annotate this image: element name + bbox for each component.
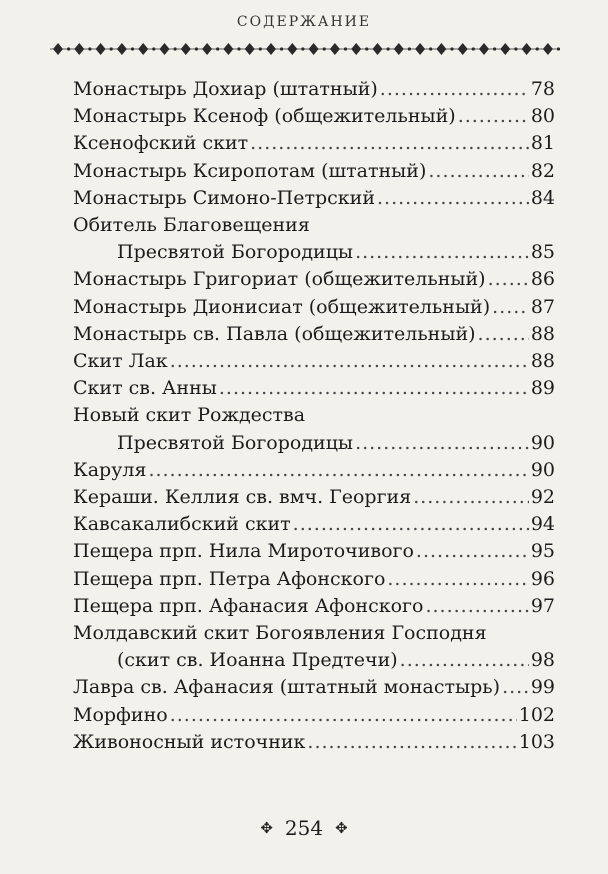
toc-entry-page: 98 — [530, 649, 555, 672]
toc-entry-page: 85 — [530, 241, 555, 264]
dot-leader — [219, 375, 529, 402]
toc-entry — [73, 511, 555, 538]
toc-entry — [73, 484, 555, 511]
toc-entry-page: 89 — [530, 377, 555, 400]
ornament-motif — [330, 43, 347, 55]
toc-entry — [73, 321, 555, 348]
toc-entry-title: Ксенофский скит — [73, 132, 249, 155]
toc-entry-page: 82 — [530, 159, 555, 182]
dot-leader — [458, 103, 529, 130]
ornament-motif — [181, 43, 198, 55]
toc-entry-page: 97 — [530, 594, 555, 617]
ornament-motif — [522, 43, 539, 55]
toc-entry-page: 95 — [530, 540, 555, 563]
toc-entry-page: 90 — [530, 458, 555, 481]
toc-entry — [73, 702, 555, 729]
page-number: 254 — [284, 816, 324, 840]
ornament-motif — [500, 43, 517, 55]
toc-entry-page: 80 — [530, 105, 555, 128]
toc-entry-title: Живоносный источник — [73, 730, 306, 753]
dot-leader — [170, 702, 517, 729]
toc-entry — [73, 674, 555, 701]
toc-entry — [73, 348, 555, 375]
dot-leader — [425, 593, 528, 620]
dot-leader — [250, 130, 529, 157]
toc-entry-title: Монастырь Ксиропотам (штатный) — [73, 159, 427, 182]
toc-entry-title: Монастырь Дохиар (штатный) — [73, 78, 378, 100]
toc-entry-title: Пресвятой Богородицы — [117, 241, 354, 264]
decorative-border — [50, 40, 560, 58]
toc-entry-title: Морфино — [73, 703, 168, 726]
table-of-contents — [73, 76, 555, 756]
toc-entry — [73, 266, 555, 293]
toc-entry — [73, 212, 555, 266]
dot-leader — [488, 266, 529, 293]
toc-entry-page: 88 — [530, 350, 555, 373]
dot-leader — [355, 239, 529, 266]
toc-entry-page: 81 — [530, 132, 555, 155]
toc-entry-page: 86 — [530, 268, 555, 291]
page-footer — [0, 816, 608, 840]
toc-entry — [73, 294, 555, 321]
toc-entry-title: Кераши. Келлия св. вмч. Георгия — [73, 486, 412, 509]
toc-entry — [73, 130, 555, 157]
toc-entry — [73, 375, 555, 402]
ornament-motif — [415, 43, 432, 55]
toc-entry — [73, 620, 555, 674]
ornament-motif — [117, 43, 134, 55]
toc-entry — [73, 103, 555, 130]
dot-leader — [377, 185, 529, 212]
dot-leader — [380, 76, 529, 103]
dot-leader — [413, 484, 529, 511]
toc-entry-title-line: Молдавский скит Богоявления Господня — [73, 622, 487, 645]
dot-leader — [307, 729, 516, 756]
toc-entry — [73, 158, 555, 185]
fleuron-right-icon: ✥ — [335, 819, 348, 837]
ornament-motif — [458, 43, 475, 55]
ornament-motif — [287, 43, 304, 55]
ornament-motif — [266, 43, 283, 55]
dot-leader — [400, 647, 529, 674]
dot-leader — [416, 538, 529, 565]
ornament-motif — [96, 43, 113, 55]
toc-entry-page: 96 — [530, 567, 555, 590]
toc-entry-title: Монастырь Ксеноф (общежительный) — [73, 105, 456, 128]
ornament-motif — [245, 43, 262, 55]
toc-entry-page: 88 — [530, 322, 555, 345]
toc-entry-page: 90 — [530, 431, 555, 454]
toc-entry-title-line: Новый скит Рождества — [73, 404, 306, 427]
toc-entry-title: Монастырь св. Павла (общежительный) — [73, 322, 476, 345]
ornament-motif — [394, 43, 411, 55]
dot-leader — [387, 566, 528, 593]
toc-entry — [73, 402, 555, 456]
toc-entry-title-line: Обитель Благовещения — [73, 214, 310, 237]
fleuron-left-icon: ✥ — [260, 819, 273, 837]
running-header: СОДЕРЖАНИЕ — [236, 14, 372, 30]
ornament-motif — [436, 43, 453, 55]
dot-leader — [293, 511, 529, 538]
ornament-motif — [74, 43, 91, 55]
ornament-motif — [160, 43, 177, 55]
ornament-motif — [479, 43, 496, 55]
dot-leader — [502, 674, 529, 701]
dot-leader — [170, 348, 529, 375]
ornament-motif — [138, 43, 155, 55]
toc-entry-page: 103 — [518, 730, 555, 753]
toc-entry-title: Каруля — [73, 458, 147, 481]
toc-entry — [73, 457, 555, 484]
toc-entry — [73, 566, 555, 593]
toc-entry-page: 78 — [530, 78, 555, 100]
toc-entry-title: Кавсакалибский скит — [73, 513, 291, 536]
toc-entry-title: Монастырь Дионисиат (общежительный) — [73, 295, 491, 318]
dot-leader — [428, 158, 528, 185]
toc-entry-title: Лавра св. Афанасия (штатный монастырь) — [73, 676, 501, 699]
toc-entry-page: 92 — [530, 486, 555, 509]
toc-entry-page: 102 — [518, 703, 555, 726]
toc-entry-title: Скит Лак — [73, 350, 168, 373]
ornament-motif — [373, 43, 390, 55]
ornament-motif — [309, 43, 326, 55]
toc-entry-title: Пещера прп. Петра Афонского — [73, 567, 386, 590]
toc-entry-page: 84 — [530, 186, 555, 209]
ornament-motif — [351, 43, 368, 55]
dot-leader — [492, 294, 529, 321]
toc-entry-page: 94 — [530, 513, 555, 536]
toc-entry-title: (скит св. Иоанна Предтечи) — [117, 649, 398, 672]
ornament-motif — [543, 43, 560, 55]
toc-entry-title: Скит св. Анны — [73, 377, 217, 400]
dot-leader — [355, 430, 529, 457]
toc-entry-page: 87 — [530, 295, 555, 318]
toc-entry — [73, 593, 555, 620]
toc-entry — [73, 76, 555, 103]
toc-entry — [73, 538, 555, 565]
toc-entry-title: Монастырь Симоно-Петрский — [73, 186, 375, 209]
toc-entry-title: Пещера прп. Афанасия Афонского — [73, 594, 424, 617]
toc-entry-title: Монастырь Григориат (общежительный) — [73, 268, 486, 291]
toc-entry-title: Пещера прп. Нила Мироточивого — [73, 540, 414, 563]
ornament-motif — [202, 43, 219, 55]
toc-entry — [73, 185, 555, 212]
ornament-motif — [223, 43, 240, 55]
toc-entry-title: Пресвятой Богородицы — [117, 431, 354, 454]
dot-leader — [478, 321, 529, 348]
dot-leader — [148, 457, 528, 484]
toc-entry — [73, 729, 555, 756]
toc-entry-page: 99 — [530, 676, 555, 699]
ornament-motif — [53, 43, 70, 55]
